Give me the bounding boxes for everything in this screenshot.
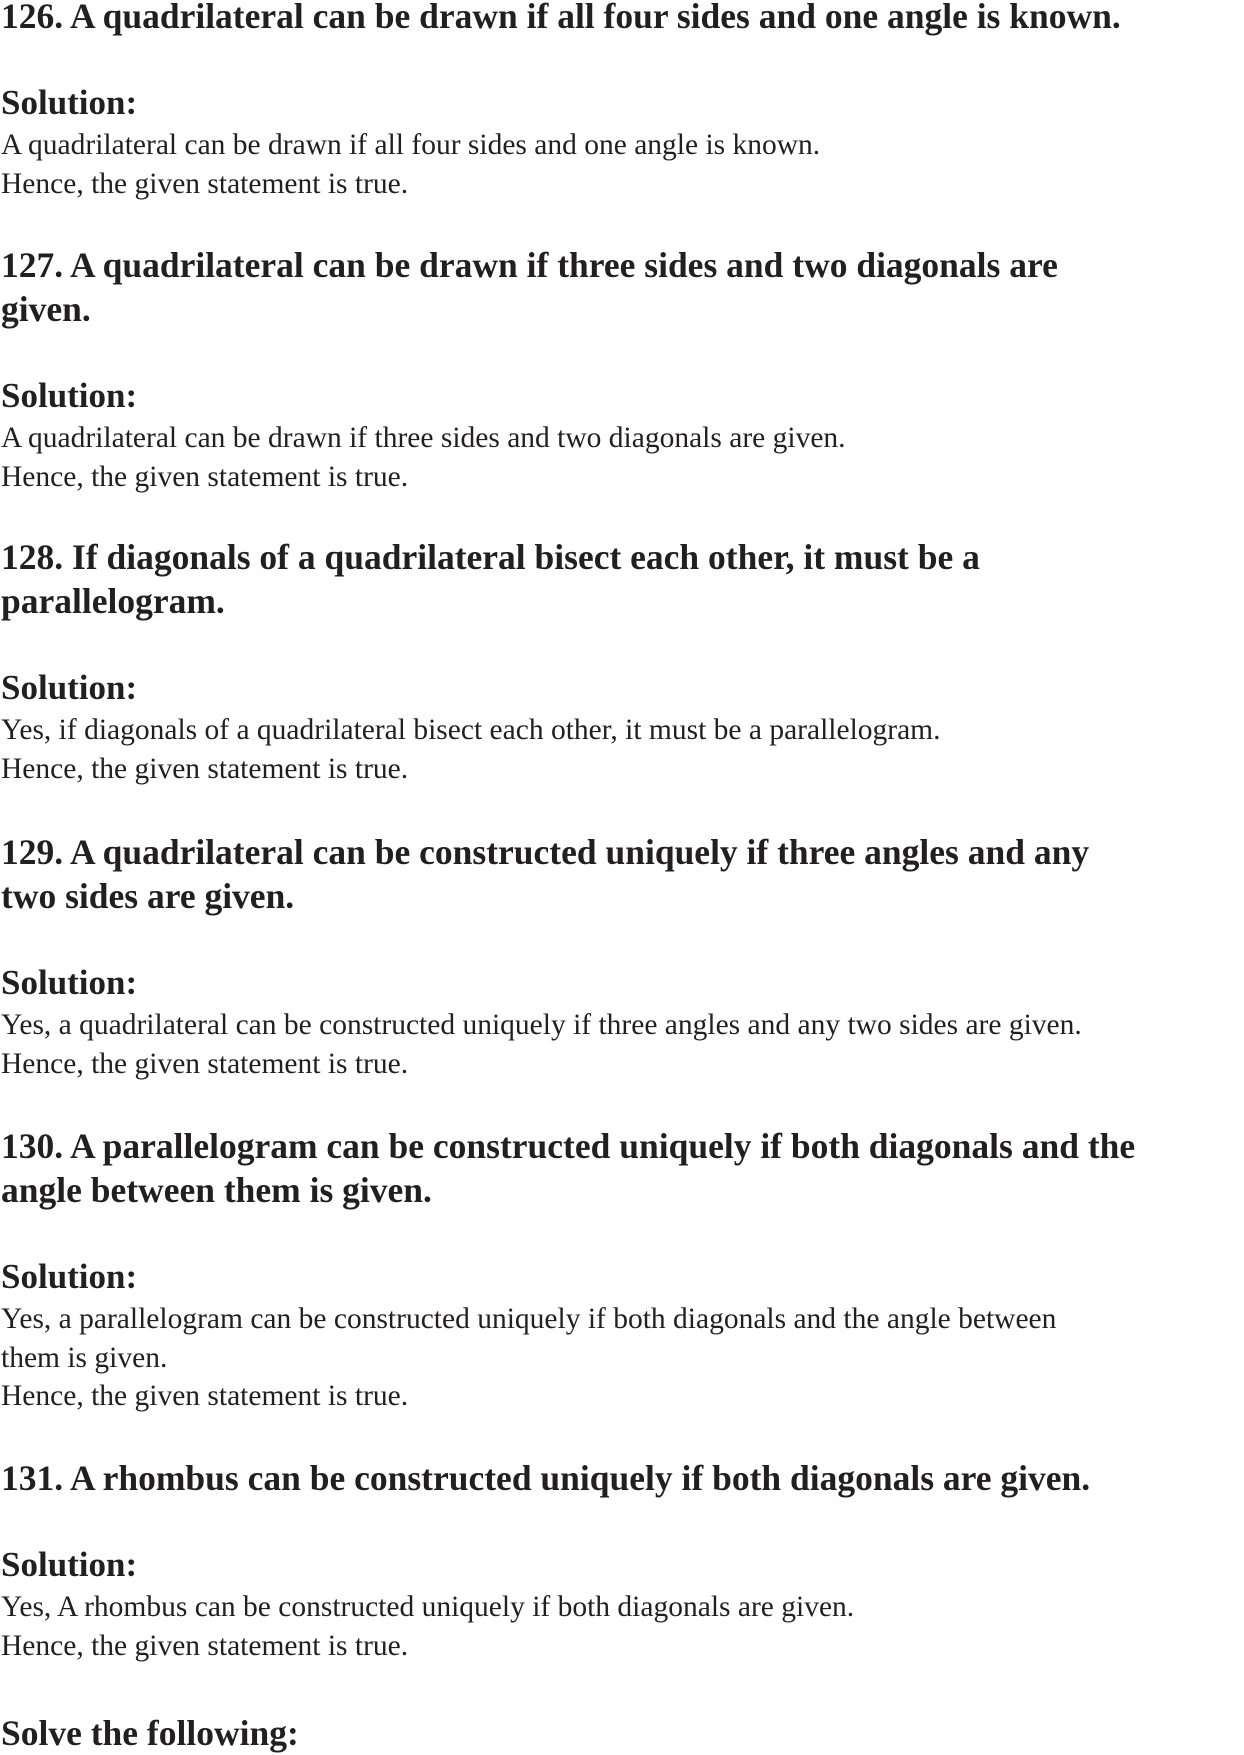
solution-label: Solution:: [1, 668, 138, 707]
solution-conclusion: Hence, the given statement is true.: [1, 1047, 409, 1080]
solution-text: Yes, if diagonals of a quadrilateral bisect each other, it must be a parallelogram.: [1, 714, 941, 746]
solution-text: A quadrilateral can be drawn if all four sides and one angle is known.: [1, 129, 821, 161]
question-heading: 126. A quadrilateral can be drawn if all four sides and one angle is known.: [1, 0, 1121, 36]
question-heading-cont: angle between them is given.: [1, 1170, 432, 1210]
question-127: [1, 243, 1244, 496]
solution-conclusion: Hence, the given statement is true.: [1, 167, 409, 200]
solution-conclusion: Hence, the given statement is true.: [1, 460, 409, 493]
question-128: [1, 535, 1244, 788]
section-heading: Solve the following:: [1, 1713, 299, 1753]
solution-text: A quadrilateral can be drawn if three sides and two diagonals are given.: [1, 422, 846, 454]
solution-label: Solution:: [1, 1545, 138, 1584]
solution-text-cont: them is given.: [1, 1341, 168, 1374]
solution-conclusion: Hence, the given statement is true.: [1, 752, 409, 785]
solution-label: Solution:: [1, 963, 138, 1002]
solution-label: Solution:: [1, 83, 138, 122]
solution-conclusion: Hence, the given statement is true.: [1, 1629, 409, 1662]
question-131: [1, 1456, 1244, 1665]
question-heading-cont: given.: [1, 289, 91, 329]
question-129: [1, 830, 1244, 1083]
question-heading-cont: two sides are given.: [1, 876, 295, 916]
solution-label: Solution:: [1, 376, 138, 415]
question-heading: 129. A quadrilateral can be constructed uniquely if three angles and any: [1, 832, 1090, 872]
next-section: [1, 1711, 1244, 1755]
question-heading: 127. A quadrilateral can be drawn if three sides and two diagonals are: [1, 245, 1058, 285]
solution-text: Yes, a parallelogram can be constructed uniquely if both diagonals and the angle between: [1, 1303, 1057, 1335]
question-heading-cont: parallelogram.: [1, 581, 225, 621]
solution-text: Yes, A rhombus can be constructed uniquely if both diagonals are given.: [1, 1591, 855, 1623]
question-126: [1, 0, 1244, 203]
question-heading: 131. A rhombus can be constructed uniquely if both diagonals are given.: [1, 1458, 1091, 1498]
solution-label: Solution:: [1, 1257, 138, 1296]
question-heading: 130. A parallelogram can be constructed uniquely if both diagonals and the: [1, 1126, 1136, 1166]
solution-text: Yes, a quadrilateral can be constructed uniquely if three angles and any two sides are given.: [1, 1009, 1082, 1041]
solution-conclusion: Hence, the given statement is true.: [1, 1380, 409, 1412]
question-130: [1, 1124, 1244, 1416]
question-heading: 128. If diagonals of a quadrilateral bisect each other, it must be a: [1, 537, 980, 577]
